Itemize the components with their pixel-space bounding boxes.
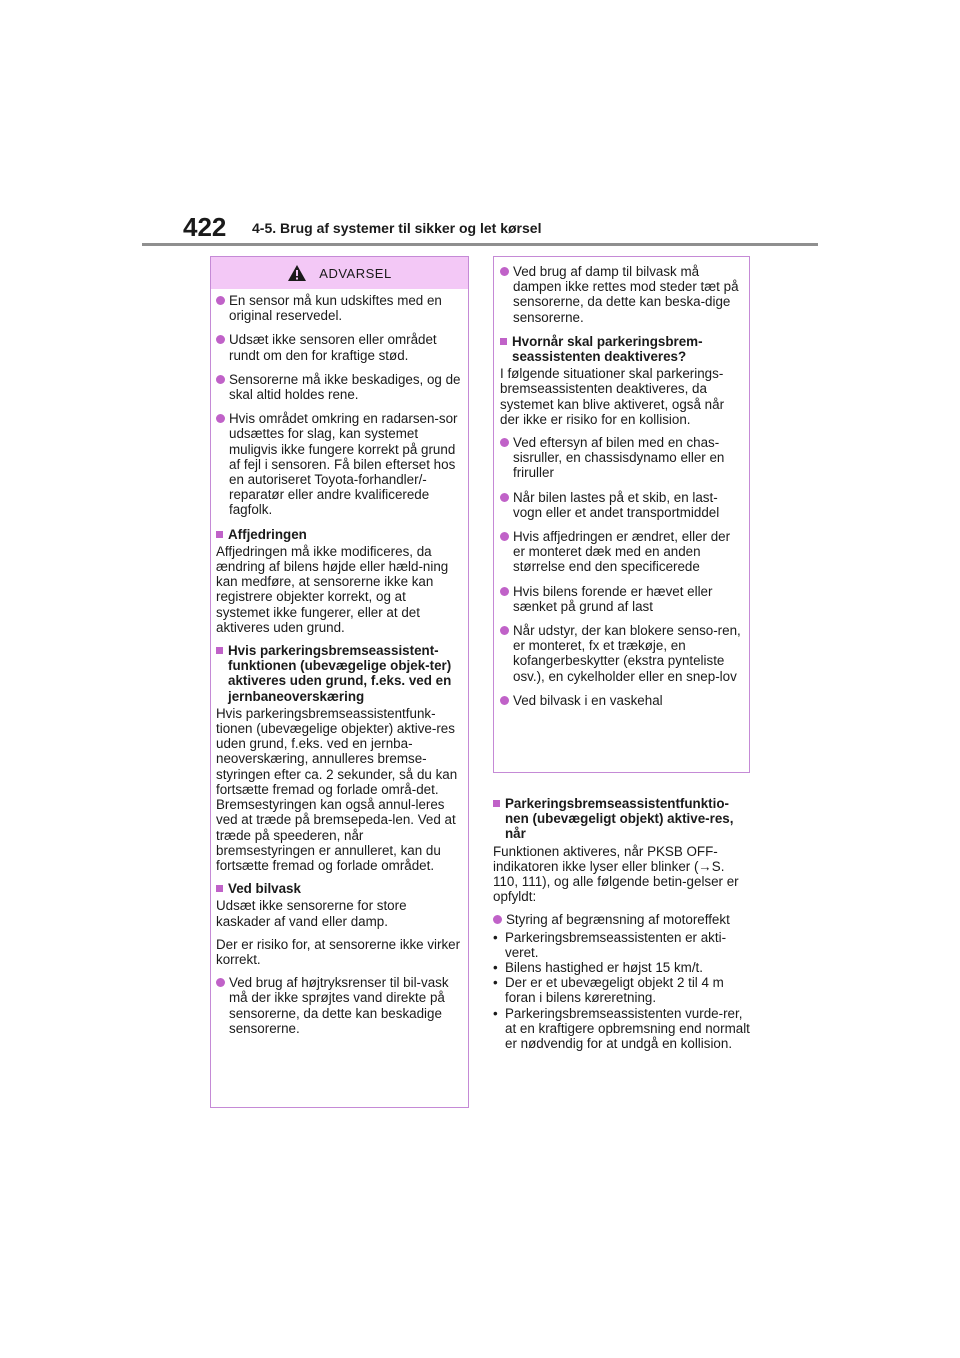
bullet-dot-icon (493, 915, 502, 924)
subheading-text: Hvornår skal parkeringsbrem-seassistenten deaktiveres? (512, 333, 703, 365)
list-item (216, 411, 463, 517)
header-rule (142, 243, 818, 246)
warning-title: ADVARSEL (319, 265, 392, 281)
sub-list-item-text: Parkeringsbremseassistenten vurde-rer, at en kraftigere opbremsning end normalt er nødvendig for at undgå en kollision. (505, 1005, 750, 1052)
main-section (493, 796, 750, 1051)
square-bullet-icon (216, 885, 223, 892)
warning-header (211, 257, 468, 289)
list-item (500, 435, 743, 481)
bullet-dot-icon (216, 296, 225, 305)
paragraph: Funktionen aktiveres, når PKSB OFF-indikatoren ikke lyser eller blinker (→S. 110, 111), og alle følgende betin-gelser er opfyldt: (493, 843, 739, 905)
chapter-title: 4-5. Brug af systemer til sikker og let kørsel (252, 220, 542, 236)
list-item-text: Ved brug af damp til bilvask må dampen ikke rettes mod steder tæt på sensorerne, da dette kan beska-dige sensorerne. (513, 264, 739, 325)
bullet-dot-icon (500, 532, 509, 541)
sub-bullet-mark: • (493, 929, 498, 945)
subheading-text: Hvis parkeringsbremseassistent-funktionen (ubevægelige objek-ter) aktiveres uden grund, f.eks. ved en jernbaneoverskæring (228, 643, 452, 704)
sub-list-item (493, 975, 750, 1005)
bullet-dot-icon (500, 438, 509, 447)
list-item (500, 529, 743, 575)
list-item (500, 584, 743, 614)
list-item-text: Ved brug af højtryksrenser til bil-vask må der ikke sprøjtes vand direkte på sensorerne, da dette kan beskadige sensorerne. (229, 975, 449, 1036)
list-item-text: Hvis området omkring en radarsen-sor udsættes for slag, kan systemet muligvis ikke fungere korrekt på grund af fejl i sensoren. Få bilen efterset hos en autoriseret Toyota-forhandler/-reparatør eller andre kvalificerede fagfolk. (229, 411, 458, 518)
list-item (216, 975, 463, 1036)
sub-list-item (493, 960, 750, 975)
section-heading (493, 796, 750, 842)
list-item (216, 372, 463, 402)
subheading-hvornaar (500, 334, 743, 364)
sub-list-item-text: Der er et ubevægeligt objekt 2 til 4 m foran i bilens køreretning. (505, 975, 724, 1006)
paragraph: Der er risiko for, at sensorerne ikke virker korrekt. (216, 936, 461, 967)
list-item-text: Når bilen lastes på et skib, en last-vogn eller et andet transportmiddel (513, 489, 720, 520)
square-bullet-icon (500, 338, 507, 345)
section-heading-text: Parkeringsbremseassistentfunktio-nen (ubevægeligt objekt) aktive-res, når (505, 796, 734, 842)
paragraph: Hvis parkeringsbremseassistentfunk-tionen (ubevægelige objekter) aktive-res uden grund, f.eks. ved en jernba-neoverskæring, annulleres bremse-styringen efter ca. 2 sekunder, så du kan fortsætte fremad og forlade områ-det. Bremsestyringen kan også annul-leres ved at træde på bremsepeda-len. Ved at træde på speederen, når bremsestyringen er annulleret, kan du fortsætte fremad og forlade området. (216, 705, 458, 873)
list-item (500, 623, 743, 684)
warning-box-left (210, 256, 469, 1108)
list-item-text: Ved bilvask i en vaskehal (513, 692, 663, 708)
square-bullet-icon (216, 531, 223, 538)
paragraph: Udsæt ikke sensorerne for store kaskader af vand eller damp. (216, 898, 407, 929)
bullet-dot-icon (216, 978, 225, 987)
square-bullet-icon (493, 800, 500, 807)
bullet-dot-icon (500, 626, 509, 635)
sub-list-item (493, 1006, 750, 1052)
list-item-text: Hvis bilens forende er hævet eller sænket på grund af last (513, 583, 713, 614)
bullet-dot-icon (500, 267, 509, 276)
list-item-text: Hvis affjedringen er ændret, eller der er monteret dæk med en anden størrelse end den specificerede (513, 529, 731, 575)
square-bullet-icon (216, 647, 223, 654)
bullet-dot-icon (216, 335, 225, 344)
subheading-jernbane (216, 643, 463, 704)
subheading-text: Ved bilvask (228, 881, 301, 897)
paragraph: I følgende situationer skal parkerings-bremseassistenten deaktiveres, da systemet kan blive aktiveret, også når der ikke er risiko for en kollision. (500, 366, 725, 427)
subheading-text: Affjedringen (228, 526, 307, 542)
bullet-dot-icon (216, 414, 225, 423)
sub-bullet-mark: • (493, 975, 498, 991)
page-number: 422 (183, 212, 227, 242)
list-item-text: Styring af begrænsning af motoreffekt (506, 912, 730, 928)
paragraph: Affjedringen må ikke modificeres, da ændring af bilens højde eller hæld-ning kan medføre, at sensorerne ikke kan registrere objekter korrekt, og at systemet ikke fungerer, eller at det aktiveres uden grund. (216, 543, 449, 635)
list-item (216, 332, 463, 362)
list-item-text: Sensorerne må ikke beskadiges, og de skal altid holdes rene. (229, 371, 461, 403)
warning-triangle-icon (287, 264, 307, 282)
sub-bullet-mark: • (493, 1005, 498, 1021)
list-item-text: Når udstyr, der kan blokere senso-ren, er monteret, fx et trækøje, en kofangerbeskytter (ekstra pynteliste osv.), en cykelholder eller en snep-lov (513, 623, 741, 684)
list-item (500, 693, 743, 708)
sub-bullet-mark: • (493, 960, 498, 976)
subheading-affjedring (216, 527, 463, 542)
bullet-dot-icon (500, 493, 509, 502)
bullet-dot-icon (500, 696, 509, 705)
list-item (500, 490, 743, 520)
sub-list-item (493, 930, 750, 960)
warning-box-right (493, 256, 750, 773)
bullet-dot-icon (216, 375, 225, 384)
list-item (493, 912, 750, 927)
sub-list-item-text: Parkeringsbremseassistenten er akti-veret. (505, 929, 727, 960)
list-item (500, 264, 743, 325)
bullet-dot-icon (500, 587, 509, 596)
subheading-bilvask (216, 881, 463, 896)
list-item-text: Udsæt ikke sensoren eller området rundt om den for kraftige stød. (229, 332, 437, 363)
list-item-text: En sensor må kun udskiftes med en original reservedel. (229, 293, 442, 324)
list-item (216, 293, 463, 323)
list-item-text: Ved eftersyn af bilen med en chas-sisruller, en chassisdynamo eller en friruller (513, 435, 725, 481)
sub-list-item-text: Bilens hastighed er højst 15 km/t. (505, 960, 703, 976)
